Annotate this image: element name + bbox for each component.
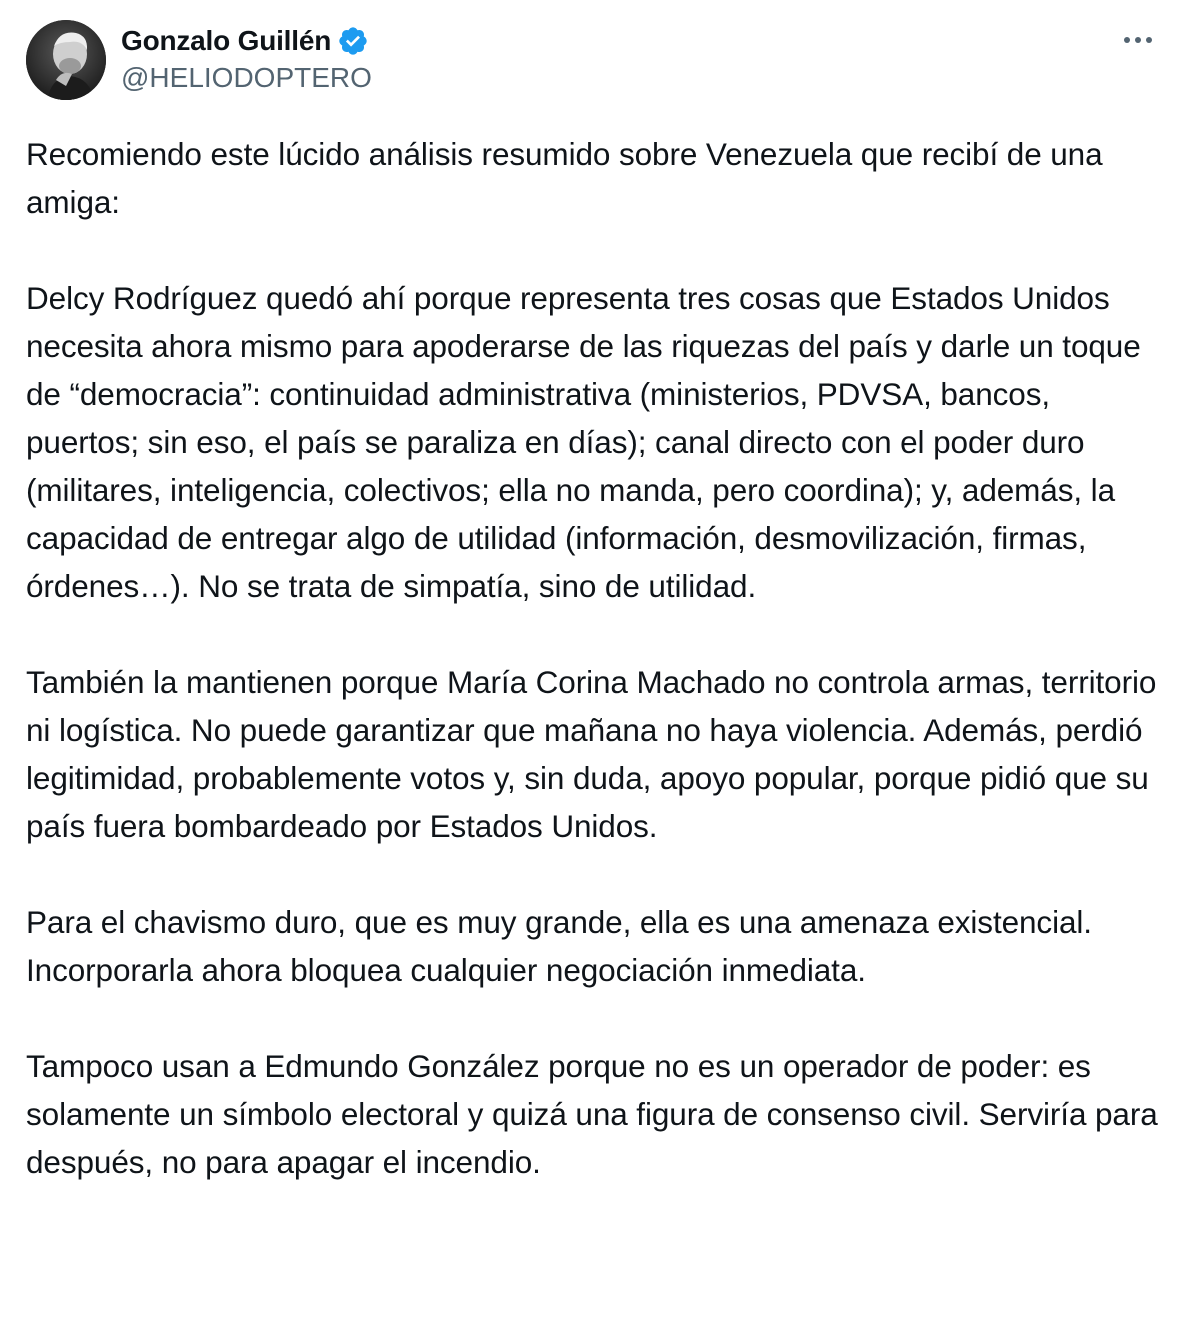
avatar[interactable] (26, 20, 106, 100)
tweet-paragraph: Delcy Rodríguez quedó ahí porque representa tres cosas que Estados Unidos necesita ahora mismo para apoderarse de las riquezas del país y darle un toque de “democracia”: continuidad administrativa (ministerios, PDVSA, bancos, puertos; sin eso, el país se paraliza en días); canal directo con el poder duro (militares, inteligencia, colectivos; ella no manda, pero coordina); y, además, la capacidad de entregar algo de utilidad (información, desmovilización, firmas, órdenes…). No se trata de simpatía, sino de utilidad. (26, 280, 1141, 604)
more-dot (1146, 37, 1152, 43)
avatar-photo (26, 20, 106, 100)
tweet-paragraph: Recomiendo este lúcido análisis resumido sobre Venezuela que recibí de una amiga: (26, 136, 1103, 220)
tweet-paragraph: Para el chavismo duro, que es muy grande, ella es una amenaza existencial. Incorporarla ahora bloquea cualquier negociación inmediata. (26, 904, 1092, 988)
tweet-paragraph: También la mantienen porque María Corina Machado no controla armas, territorio ni logística. No puede garantizar que mañana no haya violencia. Además, perdió legitimidad, probablemente votos y, sin duda, apoyo popular, porque pidió que su país fuera bombardeado por Estados Unidos. (26, 664, 1157, 844)
more-dot (1135, 37, 1141, 43)
more-options-icon[interactable] (1118, 26, 1158, 54)
author-handle[interactable]: @HELIODOPTERO (121, 62, 372, 93)
more-dot (1124, 37, 1130, 43)
author-display-name[interactable]: Gonzalo Guillén (121, 25, 332, 56)
tweet-paragraph: Tampoco usan a Edmundo González porque no es un operador de poder: es solamente un símbolo electoral y quizá una figura de consenso civil. Serviría para después, no para apagar el incendio. (26, 1048, 1158, 1180)
tweet-text (26, 130, 1166, 1186)
verified-badge-icon[interactable] (337, 25, 369, 57)
author-name-row[interactable] (121, 22, 369, 60)
